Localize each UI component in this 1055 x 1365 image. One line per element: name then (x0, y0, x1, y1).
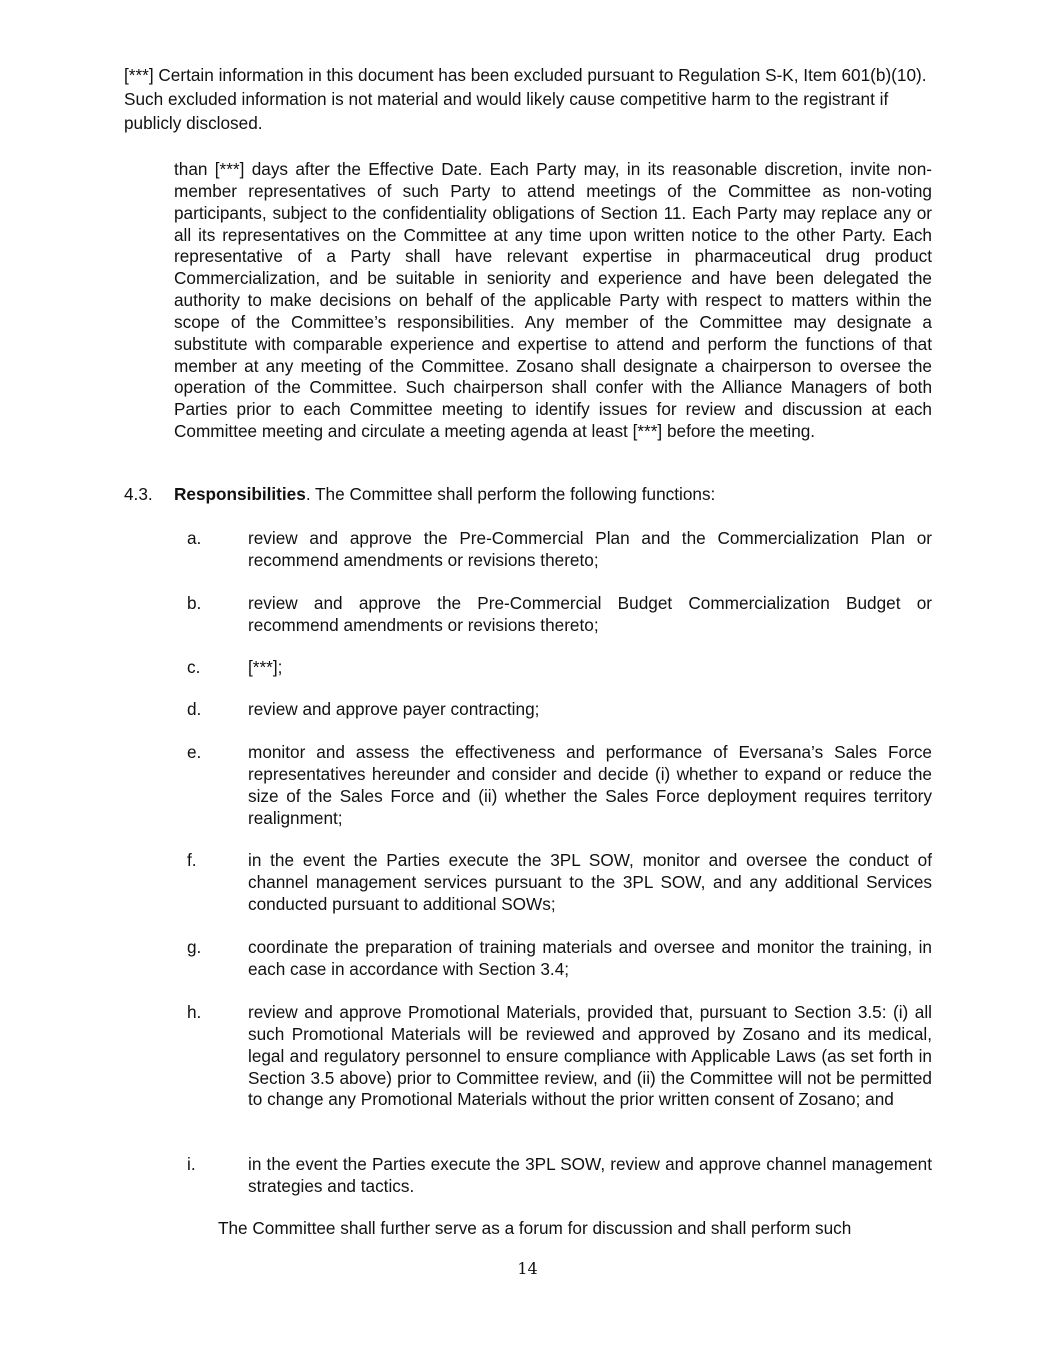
section-intro: . The Committee shall perform the following functions: (305, 484, 716, 504)
list-item-text: monitor and assess the effectiveness and performance of Eversana’s Sales Force representatives hereunder and consider and decide (i) whether to expand or reduce the size of the Sales Force and (ii) whether the Sales Force deployment requires territory realignment; (248, 742, 932, 828)
list-item-letter: i. (187, 1154, 196, 1174)
list-item-letter: c. (187, 657, 201, 677)
list-item-letter: b. (187, 593, 202, 613)
list-item-letter: h. (187, 1002, 202, 1022)
section-number: 4.3. (124, 484, 153, 504)
list-item-text: [***]; (248, 657, 283, 677)
list-item-text: coordinate the preparation of training materials and oversee and monitor the training, in each case in accordance with Section 3.4; (248, 937, 932, 979)
continuation-paragraph: than [***] days after the Effective Date. Each Party may, in its reasonable discretion, invite non-member representatives of such Party to attend meetings of the Committee as non-voting participants, subject to the confidentiality obligations of Section 11. Each Party may replace any or all its representatives on the Committee at any time upon written notice to the other Party. Each representative of a Party shall have relevant expertise in pharmaceutical drug product Commercialization, and be suitable in seniority and experience and have been delegated the authority to make decisions on behalf of the applicable Party with respect to matters within the scope of the Committee’s responsibilities. Any member of the Committee may designate a substitute with comparable experience and expertise to attend and perform the functions of that member at any meeting of the Committee. Zosano shall designate a chairperson to oversee the operation of the Committee. Such chairperson shall confer with the Alliance Managers of both Parties prior to each Committee meeting to identify issues for review and discussion at each Committee meeting and circulate a meeting agenda at least [***] before the meeting. (174, 159, 932, 442)
redaction-legend: [***] Certain information in this document has been excluded pursuant to Regulation S-K, Item 601(b)(10). Such excluded information is not material and would likely cause competitive harm to the registrant if publicly disclosed. (124, 65, 927, 133)
list-item-letter: f. (187, 850, 197, 870)
list-item-letter: a. (187, 528, 202, 548)
list-item-text: review and approve Promotional Materials, provided that, pursuant to Section 3.5: (i) all such Promotional Materials will be reviewed and approved by Zosano and its medical, legal and regulatory personnel to ensure compliance with Applicable Laws (as set forth in Section 3.5 above) prior to Committee review, and (ii) the Committee will not be permitted to change any Promotional Materials without the prior written consent of Zosano; and (248, 1002, 932, 1110)
list-item-text: review and approve payer contracting; (248, 699, 540, 719)
page-number: 14 (517, 1259, 538, 1278)
list-item-text: review and approve the Pre-Commercial Budget Commercialization Budget or recommend amendments or revisions thereto; (248, 593, 932, 635)
list-item-text: review and approve the Pre-Commercial Plan and the Commercialization Plan or recommend amendments or revisions thereto; (248, 528, 932, 570)
list-item-text: in the event the Parties execute the 3PL SOW, review and approve channel management strategies and tactics. (248, 1154, 932, 1196)
section-title: Responsibilities (174, 484, 306, 504)
section-heading (124, 484, 932, 506)
list-item-letter: d. (187, 699, 202, 719)
list-item-text: in the event the Parties execute the 3PL SOW, monitor and oversee the conduct of channel management services pursuant to the 3PL SOW, and any additional Services conducted pursuant to additional SOWs; (248, 850, 932, 914)
list-item-letter: g. (187, 937, 202, 957)
closing-paragraph: The Committee shall further serve as a forum for discussion and shall perform such (218, 1218, 852, 1238)
list-item-letter: e. (187, 742, 202, 762)
